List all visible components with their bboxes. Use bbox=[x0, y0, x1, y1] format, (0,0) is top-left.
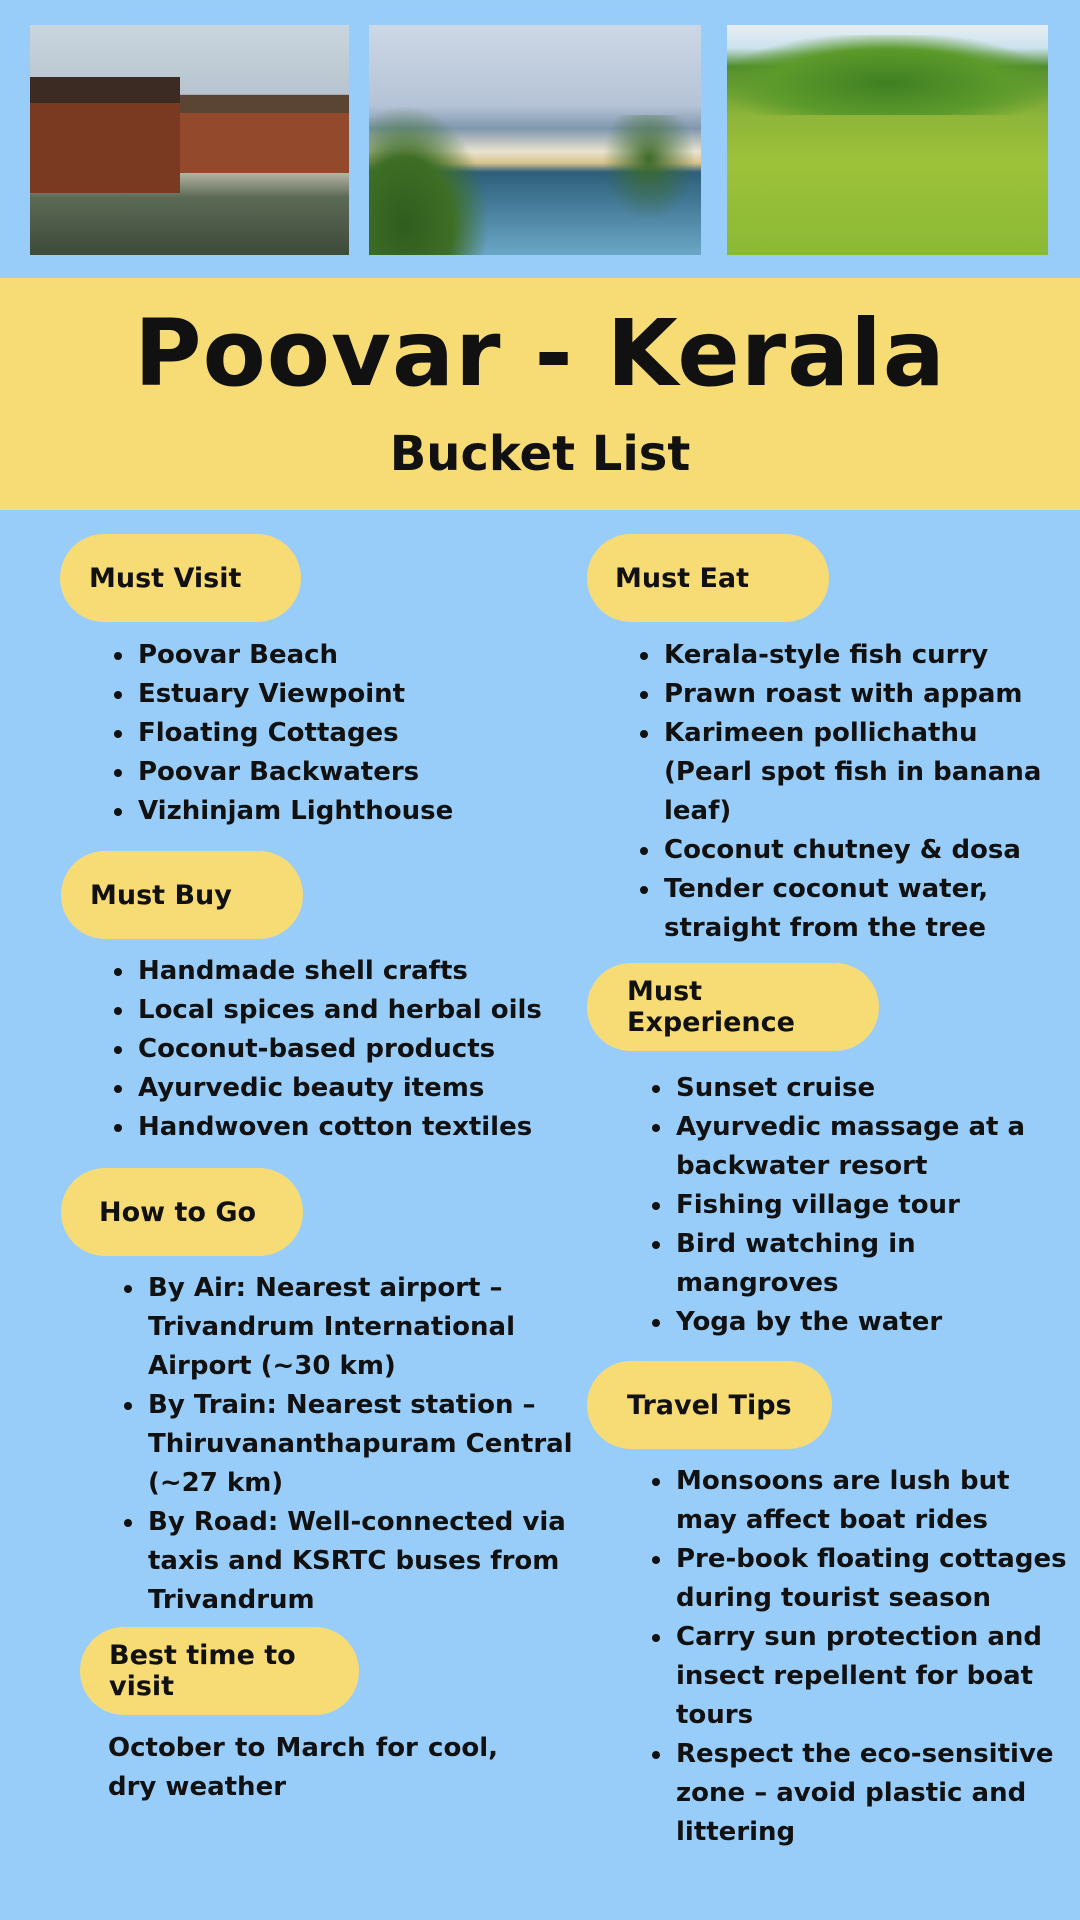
must-eat-heading: Must Eat bbox=[587, 534, 829, 622]
list-item: • Coconut chutney & dosa bbox=[662, 831, 1062, 870]
list-item: • Estuary Viewpoint bbox=[136, 675, 556, 714]
must-experience-heading: Must Experience bbox=[587, 963, 879, 1051]
list-item: • Floating Cottages bbox=[136, 714, 556, 753]
palm-shape bbox=[369, 105, 489, 255]
list-item: • Poovar Beach bbox=[136, 636, 556, 675]
list-item: • Local spices and herbal oils bbox=[136, 991, 566, 1030]
how-to-go-list bbox=[118, 1269, 586, 1620]
must-eat-list bbox=[634, 636, 1062, 948]
list-item: • Monsoons are lush but may affect boat rides bbox=[674, 1462, 1079, 1540]
must-buy-heading: Must Buy bbox=[61, 851, 303, 939]
title-banner bbox=[0, 278, 1080, 510]
travel-tips-heading: Travel Tips bbox=[587, 1361, 832, 1449]
list-item: • Handwoven cotton textiles bbox=[136, 1108, 566, 1147]
list-item: • Respect the eco-sensitive zone – avoid plastic and littering bbox=[674, 1735, 1079, 1852]
green-backwaters-photo bbox=[727, 25, 1048, 255]
list-item: • Ayurvedic massage at a backwater resort bbox=[674, 1108, 1044, 1186]
list-item: • Poovar Backwaters bbox=[136, 753, 556, 792]
best-time-text: October to March for cool, dry weather bbox=[108, 1733, 498, 1802]
must-visit-heading: Must Visit bbox=[60, 534, 301, 622]
must-experience-list bbox=[646, 1069, 1044, 1342]
list-item: • By Air: Nearest airport – Trivandrum International Airport (~30 km) bbox=[146, 1269, 586, 1386]
list-item: • Yoga by the water bbox=[674, 1303, 1044, 1342]
list-item: • Fishing village tour bbox=[674, 1186, 1044, 1225]
page-subtitle: Bucket List bbox=[389, 426, 691, 482]
list-item: • Vizhinjam Lighthouse bbox=[136, 792, 556, 831]
list-item: • Coconut-based products bbox=[136, 1030, 566, 1069]
photo-strip bbox=[0, 0, 1080, 278]
list-item: • By Road: Well-connected via taxis and KSRTC buses from Trivandrum bbox=[146, 1503, 586, 1620]
palm-shape bbox=[599, 115, 699, 225]
list-item: • Bird watching in mangroves bbox=[674, 1225, 1044, 1303]
best-time-heading: Best time to visit bbox=[80, 1627, 359, 1715]
must-visit-list bbox=[108, 636, 556, 831]
list-item: • Kerala-style fish curry bbox=[662, 636, 1062, 675]
list-item: • Tender coconut water, straight from the tree bbox=[662, 870, 1062, 948]
beach-estuary-photo bbox=[369, 25, 701, 255]
trees-shape bbox=[727, 35, 1048, 115]
list-item: • Prawn roast with appam bbox=[662, 675, 1062, 714]
travel-tips-list bbox=[646, 1462, 1079, 1852]
floating-cottages-photo bbox=[30, 25, 349, 255]
must-buy-list bbox=[108, 952, 566, 1147]
list-item: • Pre-book floating cottages during tourist season bbox=[674, 1540, 1079, 1618]
list-item: • Sunset cruise bbox=[674, 1069, 1044, 1108]
list-item: • By Train: Nearest station – Thiruvananthapuram Central (~27 km) bbox=[146, 1386, 586, 1503]
list-item: • Karimeen pollichathu (Pearl spot fish in banana leaf) bbox=[662, 714, 1062, 831]
list-item: • Handmade shell crafts bbox=[136, 952, 566, 991]
list-item: • Carry sun protection and insect repellent for boat tours bbox=[674, 1618, 1079, 1735]
cottage-shape bbox=[180, 95, 349, 173]
cottage-shape bbox=[30, 77, 180, 193]
page-title: Poovar - Kerala bbox=[134, 300, 946, 407]
list-item: • Ayurvedic beauty items bbox=[136, 1069, 566, 1108]
how-to-go-heading: How to Go bbox=[61, 1168, 303, 1256]
